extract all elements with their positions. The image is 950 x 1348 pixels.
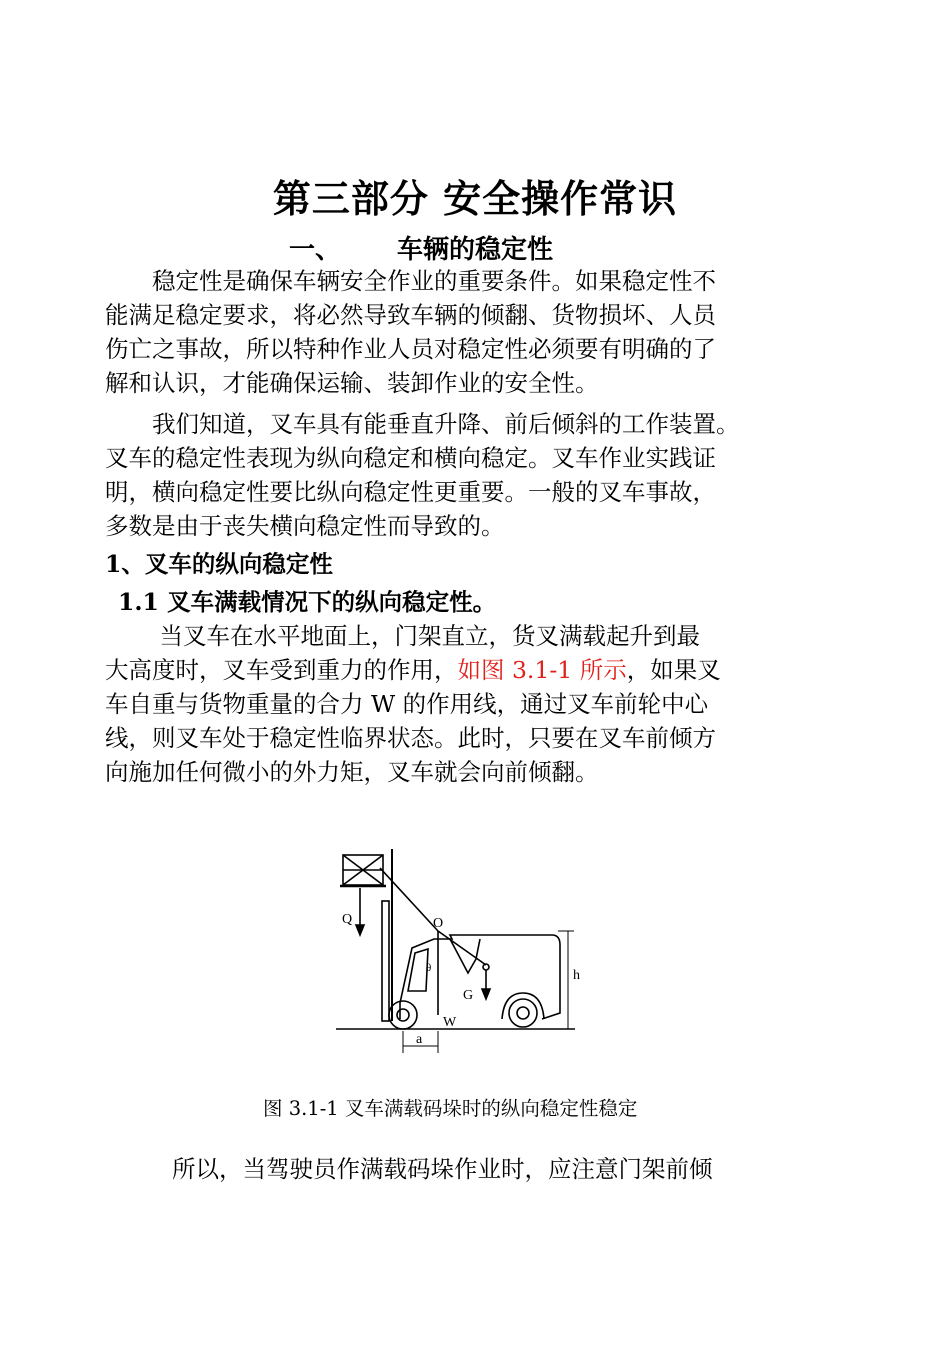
mast-inner bbox=[382, 901, 389, 1021]
arrow-head bbox=[482, 989, 490, 999]
wheel-arch bbox=[502, 993, 544, 1019]
paragraph-line: 明，横向稳定性要比纵向稳定性更重要。一般的叉车事故， bbox=[105, 478, 716, 506]
paragraph-full-load bbox=[105, 619, 825, 789]
text-segment: ，如果叉 bbox=[626, 656, 721, 684]
paragraph-continuation: 所以，当驾驶员作满载码垛作业时，应注意门架前倾 bbox=[172, 1155, 713, 1183]
subsection-heading: 1、叉车的纵向稳定性 bbox=[105, 550, 333, 578]
paragraph-line: 叉车的稳定性表现为纵向稳定和横向稳定。叉车作业实践证 bbox=[105, 444, 716, 472]
paragraph-line: 车自重与货物重量的合力 W 的作用线，通过叉车前轮中心 bbox=[105, 690, 709, 718]
arrow-head bbox=[356, 925, 364, 935]
figure-reference-link[interactable]: 如图 3.1-1 所示 bbox=[457, 656, 627, 684]
section-title: 车辆的稳定性 bbox=[397, 235, 554, 265]
section-number: 一、 bbox=[289, 235, 342, 265]
label-w: W bbox=[443, 1015, 457, 1030]
paragraph-line: 多数是由于丧失横向稳定性而导致的。 bbox=[105, 512, 505, 540]
text-segment: 大高度时，叉车受到重力的作用， bbox=[105, 656, 458, 684]
label-angle: θ bbox=[426, 962, 432, 974]
forklift-diagram bbox=[330, 843, 580, 1055]
paragraph-line: 线，则叉车处于稳定性临界状态。此时，只要在叉车前倾方 bbox=[105, 724, 716, 752]
front-wheel-hub bbox=[397, 1009, 409, 1021]
section-heading bbox=[289, 229, 553, 266]
label-q: Q bbox=[342, 912, 353, 927]
rear-wheel bbox=[509, 999, 537, 1027]
paragraph-line: 能满足稳定要求，将必然导致车辆的倾翻、货物损坏、人员 bbox=[105, 301, 716, 329]
paragraph-line: 向施加任何微小的外力矩，叉车就会向前倾翻。 bbox=[105, 758, 599, 786]
paragraph-line bbox=[105, 653, 825, 687]
subsubsection-heading: 1.1 叉车满载情况下的纵向稳定性。 bbox=[118, 588, 497, 616]
label-g: G bbox=[463, 988, 474, 1003]
label-h: h bbox=[573, 968, 580, 983]
paragraph-line: 当叉车在水平地面上，门架直立，货叉满载起升到最 bbox=[105, 622, 700, 650]
figure-caption: 图 3.1-1 叉车满载码垛时的纵向稳定性稳定 bbox=[263, 1097, 638, 1120]
page-title: 第三部分 安全操作常识 bbox=[272, 176, 678, 221]
front-wheel bbox=[389, 1001, 417, 1029]
paragraph-stability-intro bbox=[105, 264, 825, 400]
paragraph-forklift-stability bbox=[105, 407, 825, 543]
paragraph-line: 伤亡之事故，所以特种作业人员对稳定性必须要有明确的了 bbox=[105, 335, 716, 363]
paragraph-line: 稳定性是确保车辆安全作业的重要条件。如果稳定性不 bbox=[105, 267, 716, 295]
label-o: O bbox=[433, 916, 444, 931]
rear-wheel-hub bbox=[517, 1007, 529, 1019]
paragraph-line: 解和认识，才能确保运输、装卸作业的安全性。 bbox=[105, 369, 599, 397]
paragraph-line: 我们知道，叉车具有能垂直升降、前后倾斜的工作装置。 bbox=[105, 410, 740, 438]
cab-frame bbox=[450, 939, 480, 973]
label-a: a bbox=[416, 1032, 423, 1047]
